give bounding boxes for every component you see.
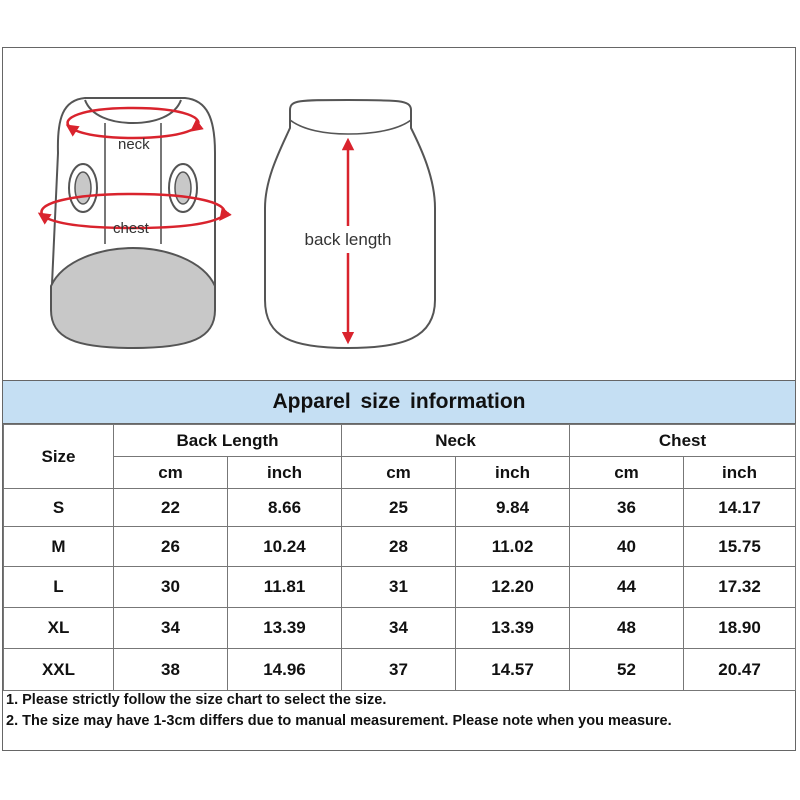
table-cell: 22: [114, 489, 228, 527]
unit-header: inch: [684, 457, 796, 489]
unit-header: cm: [342, 457, 456, 489]
notes-block: [6, 690, 672, 732]
table-row: [4, 489, 796, 527]
table-title: Apparel size information: [3, 380, 795, 424]
table-cell: 28: [342, 527, 456, 567]
size-table: [3, 424, 796, 691]
size-cell: M: [4, 527, 114, 567]
units-row: [4, 457, 796, 489]
table-cell: 34: [114, 608, 228, 649]
table-row: [4, 567, 796, 608]
table-row: [4, 649, 796, 691]
table-cell: 52: [570, 649, 684, 691]
table-cell: 38: [114, 649, 228, 691]
table-cell: 14.57: [456, 649, 570, 691]
table-cell: 13.39: [228, 608, 342, 649]
note-line: 2. The size may have 1-3cm differs due to manual measurement. Please note when you measure.: [6, 713, 672, 729]
size-cell: L: [4, 567, 114, 608]
unit-header: cm: [570, 457, 684, 489]
table-cell: 12.20: [456, 567, 570, 608]
table-cell: 40: [570, 527, 684, 567]
table-cell: 30: [114, 567, 228, 608]
table-cell: 26: [114, 527, 228, 567]
table-cell: 25: [342, 489, 456, 527]
unit-header: inch: [456, 457, 570, 489]
size-header: Size: [4, 425, 114, 489]
table-cell: 14.17: [684, 489, 796, 527]
table-cell: 20.47: [684, 649, 796, 691]
table-cell: 15.75: [684, 527, 796, 567]
table-cell: 17.32: [684, 567, 796, 608]
table-cell: 48: [570, 608, 684, 649]
back-length-label: back length: [304, 230, 392, 249]
back-garment-drawing: [265, 100, 435, 348]
table-cell: 31: [342, 567, 456, 608]
garment-illustration: [3, 48, 795, 370]
size-cell: XXL: [4, 649, 114, 691]
table-cell: 13.39: [456, 608, 570, 649]
table-cell: 14.96: [228, 649, 342, 691]
table-cell: 10.24: [228, 527, 342, 567]
chest-label: chest: [113, 220, 149, 237]
table-row: [4, 608, 796, 649]
table-cell: 34: [342, 608, 456, 649]
table-cell: 18.90: [684, 608, 796, 649]
unit-header: cm: [114, 457, 228, 489]
table-cell: 8.66: [228, 489, 342, 527]
size-cell: XL: [4, 608, 114, 649]
neck-label: neck: [118, 136, 150, 153]
table-cell: 36: [570, 489, 684, 527]
chest-header: Chest: [570, 425, 796, 457]
back-length-header: Back Length: [114, 425, 342, 457]
size-cell: S: [4, 489, 114, 527]
table-cell: 11.02: [456, 527, 570, 567]
table-header-row: [4, 425, 796, 457]
table-cell: 44: [570, 567, 684, 608]
note-line: 1. Please strictly follow the size chart to select the size.: [6, 692, 387, 708]
table-row: [4, 527, 796, 567]
table-cell: 37: [342, 649, 456, 691]
unit-header: inch: [228, 457, 342, 489]
neck-header: Neck: [342, 425, 570, 457]
table-cell: 11.81: [228, 567, 342, 608]
table-cell: 9.84: [456, 489, 570, 527]
